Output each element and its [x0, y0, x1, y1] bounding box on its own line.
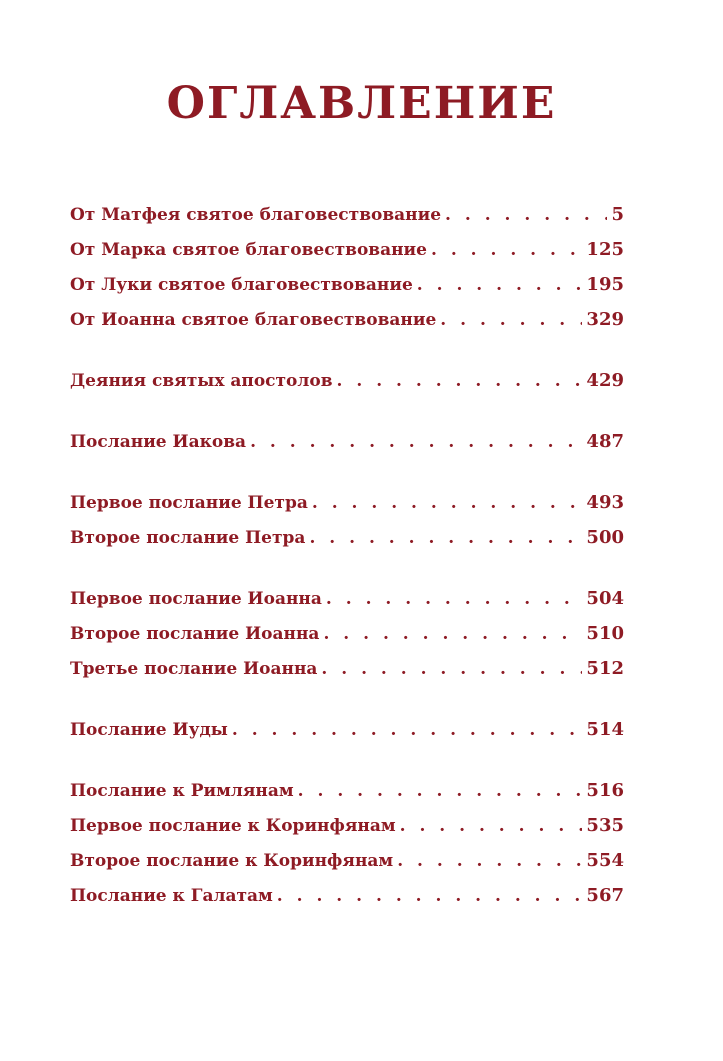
dot-leader: [312, 493, 583, 513]
toc-entry-label: Второе послание Петра: [70, 528, 306, 548]
toc-entry-page: 500: [586, 527, 624, 548]
toc-entry[interactable]: [70, 274, 624, 309]
toc-entry-page: 516: [586, 780, 624, 801]
toc-entry-page: 510: [586, 623, 624, 644]
toc-entry-page: 329: [586, 309, 624, 330]
table-of-contents: [70, 204, 624, 920]
toc-entry-label: Первое послание к Коринфянам: [70, 816, 396, 836]
toc-entry[interactable]: [70, 658, 624, 693]
toc-entry-page: 125: [586, 239, 624, 260]
toc-entry-label: Первое послание Иоанна: [70, 589, 322, 609]
toc-entry-label: От Луки святое благовествование: [70, 275, 413, 295]
toc-entry[interactable]: [70, 719, 624, 754]
dot-leader: [309, 528, 582, 548]
toc-entry-label: Послание к Галатам: [70, 886, 273, 906]
toc-entry[interactable]: [70, 527, 624, 562]
toc-group: [70, 370, 624, 405]
toc-entry-page: 5: [611, 204, 624, 225]
toc-entry[interactable]: [70, 492, 624, 527]
dot-leader: [445, 205, 607, 225]
toc-entry-page: 504: [586, 588, 624, 609]
toc-entry-label: Первое послание Петра: [70, 493, 308, 513]
toc-entry-page: 493: [586, 492, 624, 513]
toc-entry-label: Послание Иуды: [70, 720, 228, 740]
dot-leader: [397, 851, 582, 871]
toc-entry[interactable]: [70, 780, 624, 815]
toc-entry-label: Второе послание к Коринфянам: [70, 851, 394, 871]
toc-entry-label: От Матфея святое благовествование: [70, 205, 442, 225]
dot-leader: [323, 624, 582, 644]
toc-group: [70, 588, 624, 693]
toc-entry-label: Послание Иакова: [70, 432, 247, 452]
toc-entry[interactable]: [70, 885, 624, 920]
toc-entry-label: Деяния святых апостолов: [70, 371, 333, 391]
toc-entry[interactable]: [70, 309, 624, 344]
dot-leader: [400, 816, 583, 836]
dot-leader: [277, 886, 583, 906]
toc-entry[interactable]: [70, 431, 624, 466]
toc-entry-label: Третье послание Иоанна: [70, 659, 318, 679]
toc-entry-page: 512: [586, 658, 624, 679]
toc-entry[interactable]: [70, 850, 624, 885]
dot-leader: [250, 432, 582, 452]
toc-group: [70, 431, 624, 466]
dot-leader: [232, 720, 583, 740]
dot-leader: [440, 310, 582, 330]
toc-entry[interactable]: [70, 370, 624, 405]
toc-group: [70, 780, 624, 920]
dot-leader: [326, 589, 583, 609]
dot-leader: [431, 240, 582, 260]
dot-leader: [337, 371, 583, 391]
dot-leader: [321, 659, 582, 679]
toc-entry-page: 535: [586, 815, 624, 836]
dot-leader: [298, 781, 583, 801]
toc-entry-page: 195: [586, 274, 624, 295]
toc-group: [70, 719, 624, 754]
toc-entry[interactable]: [70, 239, 624, 274]
toc-group: [70, 492, 624, 562]
dot-leader: [417, 275, 583, 295]
toc-entry[interactable]: [70, 623, 624, 658]
toc-entry-label: От Марка святое благовествование: [70, 240, 427, 260]
toc-entry-label: От Иоанна святое благовествование: [70, 310, 437, 330]
toc-entry[interactable]: [70, 588, 624, 623]
toc-entry-page: 567: [586, 885, 624, 906]
toc-entry-page: 514: [586, 719, 624, 740]
toc-entry[interactable]: [70, 204, 624, 239]
toc-entry-label: Второе послание Иоанна: [70, 624, 320, 644]
toc-entry[interactable]: [70, 815, 624, 850]
toc-entry-label: Послание к Римлянам: [70, 781, 294, 801]
toc-group: [70, 204, 624, 344]
toc-entry-page: 429: [586, 370, 624, 391]
page-title: ОГЛАВЛЕНИЕ: [166, 78, 557, 129]
toc-entry-page: 554: [586, 850, 624, 871]
toc-entry-page: 487: [586, 431, 624, 452]
